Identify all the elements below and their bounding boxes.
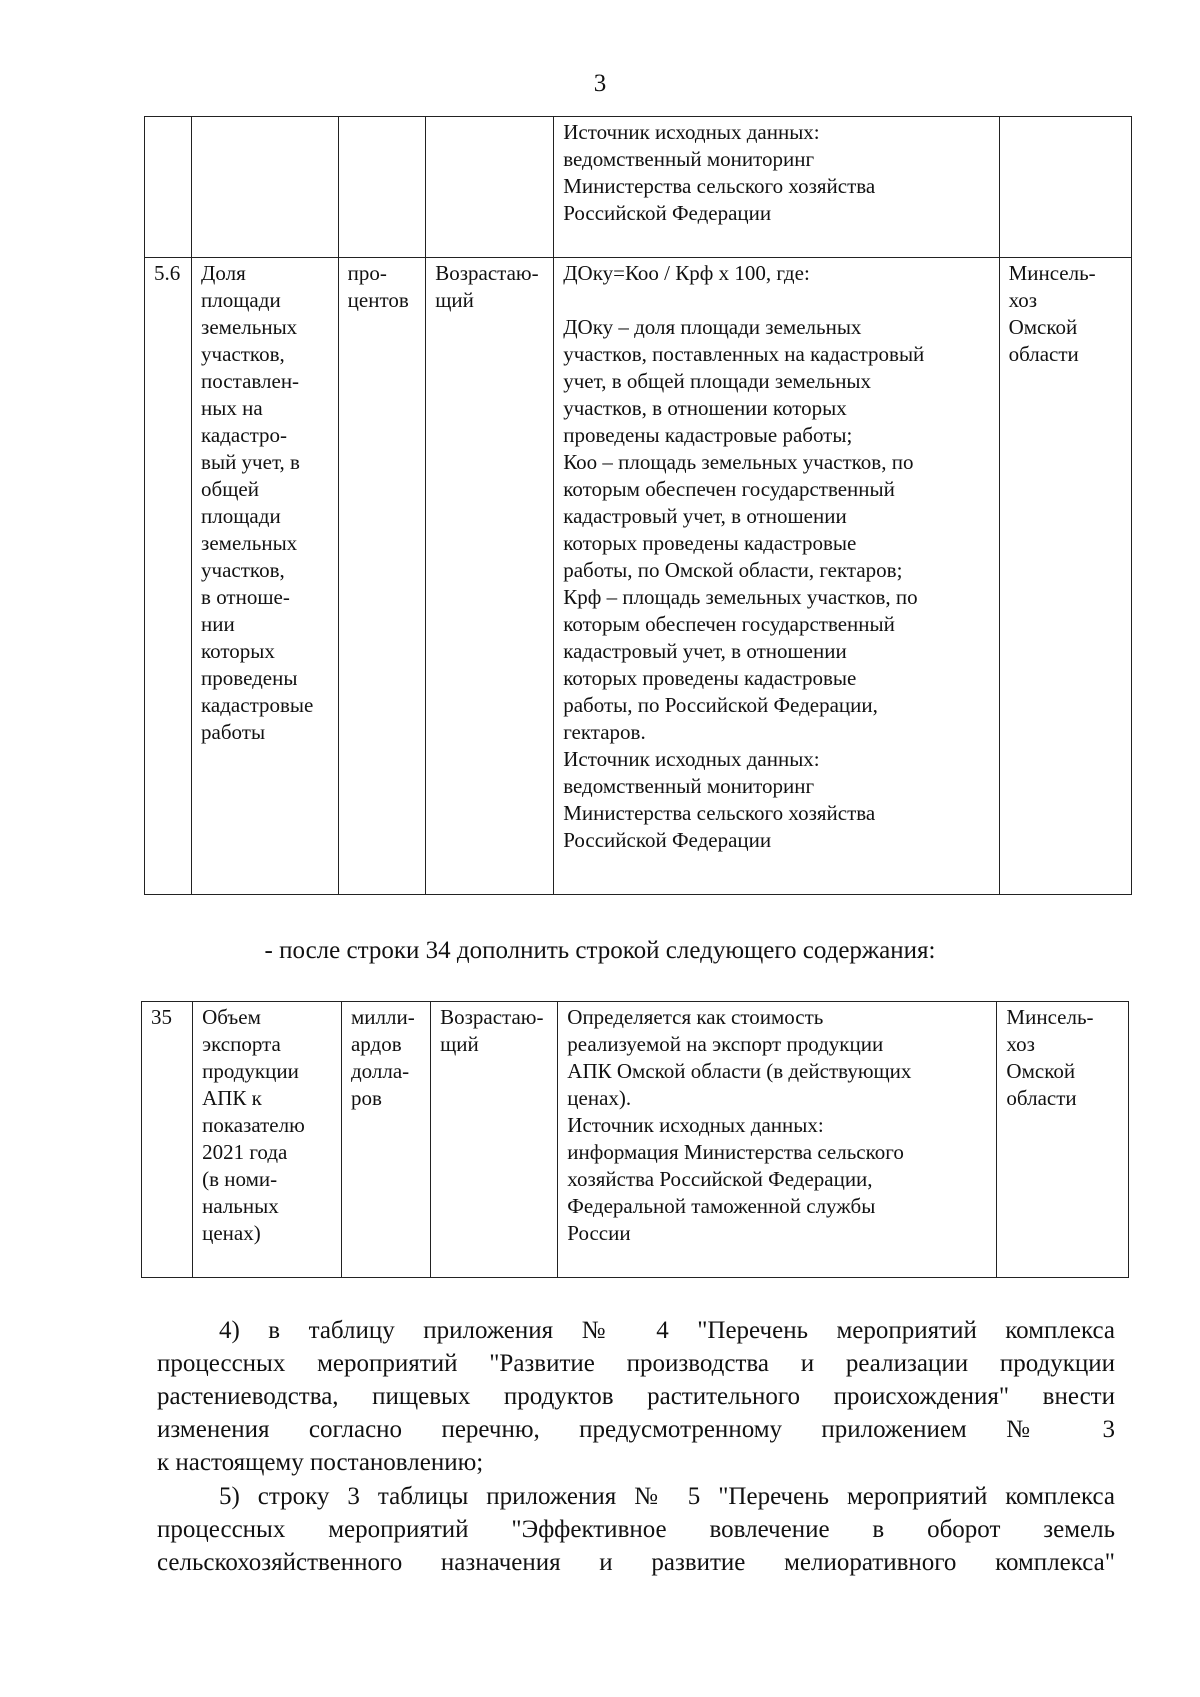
cell-unit: милли- ардов долла- ров bbox=[341, 1002, 430, 1278]
cell-responsible: Минсель- хоз Омской области bbox=[997, 1002, 1129, 1278]
formula: ДОку=Коо / Крф х 100, где: bbox=[563, 261, 810, 285]
cell-name bbox=[192, 117, 339, 258]
cell-name: Доля площади земельных участков, поставлен- ных на кадастро- вый учет, в общей площади земельных участков, в отноше- нии которых проведены кадастровые работы bbox=[192, 258, 339, 895]
indicator-table-continued bbox=[144, 116, 1132, 895]
cell-method: ДОку=Коо / Крф х 100, где: ДОку – доля площади земельных участков, поставленных на кадастровый учет, в общей площади земельных участков, в отношении которых проведены кадастровые работы; Коо – площадь земельных участков, по которым обеспечен государственный кадастровый учет, в отношении которых проведены кадастровые работы, по Омской области, гектаров; Крф – площадь земельных участков, по которым обеспечен государственный кадастровый учет, в отношении которых проведены кадастровые работы, по Российской Федерации, гектаров. Источник исходных данных: ведомственный мониторинг Министерства сельского хозяйства Российской Федерации bbox=[554, 258, 999, 895]
table-row bbox=[145, 117, 1132, 258]
cell-responsible: Минсель- хоз Омской области bbox=[999, 258, 1131, 895]
cell-trend: Возрастаю- щий bbox=[431, 1002, 558, 1278]
cell-num bbox=[145, 117, 192, 258]
cell-name: Объем экспорта продукции АПК к показателю 2021 года (в номи- нальных ценах) bbox=[193, 1002, 342, 1278]
cell-method: Источник исходных данных: ведомственный мониторинг Министерства сельского хозяйства Российской Федерации bbox=[554, 117, 999, 258]
cell-num: 35 bbox=[142, 1002, 193, 1278]
cell-method: Определяется как стоимость реализуемой на экспорт продукции АПК Омской области (в действующих ценах). Источник исходных данных: информация Министерства сельского хозяйства Российской Федерации, Федеральной таможенной службы России bbox=[558, 1002, 997, 1278]
table-row bbox=[142, 1002, 1129, 1278]
page-number: 3 bbox=[593, 70, 607, 97]
cell-trend: Возрастаю- щий bbox=[426, 258, 554, 895]
indicator-table-new-row bbox=[141, 1001, 1129, 1278]
insert-instruction: - после строки 34 дополнить строкой следующего содержания: bbox=[264, 937, 936, 964]
cell-unit bbox=[338, 117, 426, 258]
cell-num: 5.6 bbox=[145, 258, 192, 895]
cell-trend bbox=[426, 117, 554, 258]
cell-unit: про- центов bbox=[338, 258, 426, 895]
paragraph-item-5: 5) строку 3 таблицы приложения № 5 "Перечень мероприятий комплекса процессных мероприятий "Эффективное вовлечение в оборот земель сельскохозяйственного назначения и развитие мелиоративного комплекса" bbox=[157, 1483, 1115, 1576]
cell-responsible bbox=[999, 117, 1131, 258]
paragraph-item-4: 4) в таблицу приложения № 4 "Перечень мероприятий комплекса процессных мероприятий "Развитие производства и реализации продукции растениеводства, пищевых продуктов растительного происхождения" внести изменения согласно перечню, предусмотренному приложением № 3 к настоящему постановлению; bbox=[157, 1317, 1115, 1476]
table-row bbox=[145, 258, 1132, 895]
